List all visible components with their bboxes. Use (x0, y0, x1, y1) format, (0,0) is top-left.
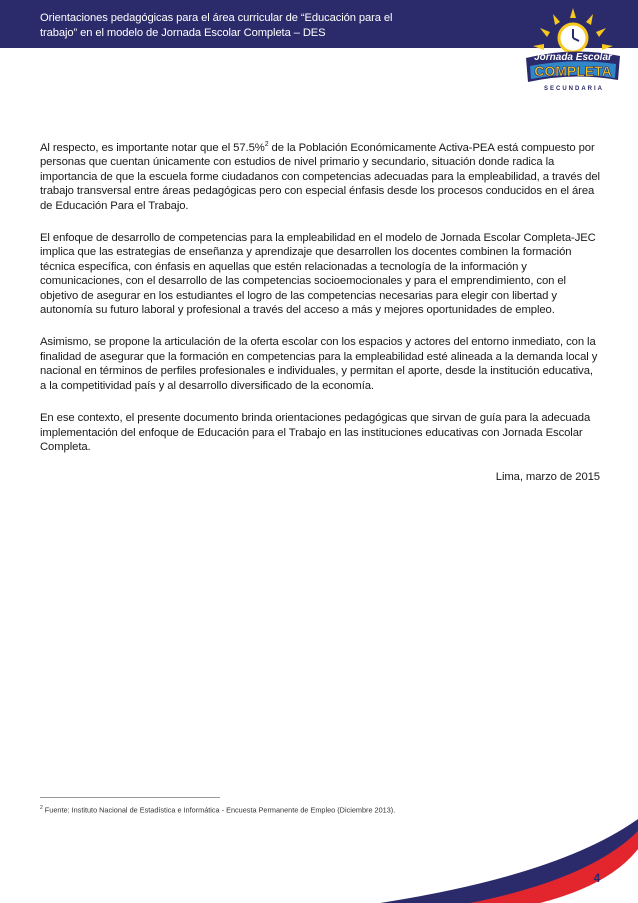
logo-completa-word: COMPLETA (534, 63, 612, 79)
logo-title-line: Jornada Escolar (534, 52, 612, 63)
page-number: 4 (593, 871, 601, 885)
paragraph-1-rest: de la Población Económicamente Activa-PEA está compuesto por personas que cuentan únicamente con estudios de nivel primario y secundario, situación donde radica la importancia de que la escuela forme ciudadanos con competencias adecuadas para la empleabilidad, a través del trabajo transversal entre áreas pedagógicas pero con especial énfasis desde los procesos conducidos en el área de Educación Para el Trabajo. (40, 142, 600, 212)
paragraph-2: El enfoque de desarrollo de competencias para la empleabilidad en el modelo de Jornada Escolar Completa-JEC implica que las estrategias de enseñanza y aprendizaje que desarrollen los docentes combinen la formación técnica específica, con énfasis en aquellas que estén relacionadas a tecnología de la información y comunicaciones, con el desarrollo de las competencias socioemocionales y para el emprendimiento, con el objetivo de asegurar en los estudiantes el logro de las competencias necesarias para elegir con libertad y autonomía su futuro laboral y profesional a través del acceso a más y mejores oportunidades de empleo. (40, 232, 596, 317)
header-line-1: Orientaciones pedagógicas para el área curricular de “Educación para el (40, 12, 393, 24)
logo-secundaria-word: SECUNDARIA (543, 86, 605, 92)
paragraph-1-start: Al respecto, es importante notar que el 57.5% (40, 142, 265, 154)
paragraph-3: Asimismo, se propone la articulación de la oferta escolar con los espacios y actores del entorno inmediato, con la finalidad de asegurar que la formación en competencias para la empleabilidad esté alineada a la demanda local y nacional en términos de perfiles profesionales e individuales, y permitan el aporte, desde la institución educativa, a la competitividad país y al desarrollo diversificado de la economía. (40, 336, 598, 392)
clock-icon (559, 24, 587, 52)
jornada-escolar-completa-logo (518, 6, 628, 96)
decorative-corner-swoosh (0, 805, 638, 903)
footnote-marker: 2 (40, 805, 43, 811)
paragraph-4: En ese contexto, el presente documento brinda orientaciones pedagógicas que sirvan de guía para la adecuada implementación del enfoque de Educación para el Trabajo en las instituciones educativas con Jornada Escolar Completa. (40, 412, 591, 453)
header-line-2: trabajo” en el modelo de Jornada Escolar Completa – DES (40, 27, 326, 39)
footnote-reference: 2 (264, 141, 269, 149)
running-header (40, 11, 480, 41)
body-text (40, 141, 600, 503)
footnote-divider (40, 797, 220, 798)
place-and-date: Lima, marzo de 2015 (495, 471, 600, 484)
footnote-text: Fuente: Instituto Nacional de Estadística e Informática - Encuesta Permanente de Empleo (Diciembre 2013). (42, 805, 396, 815)
paragraph-1 (40, 141, 600, 213)
